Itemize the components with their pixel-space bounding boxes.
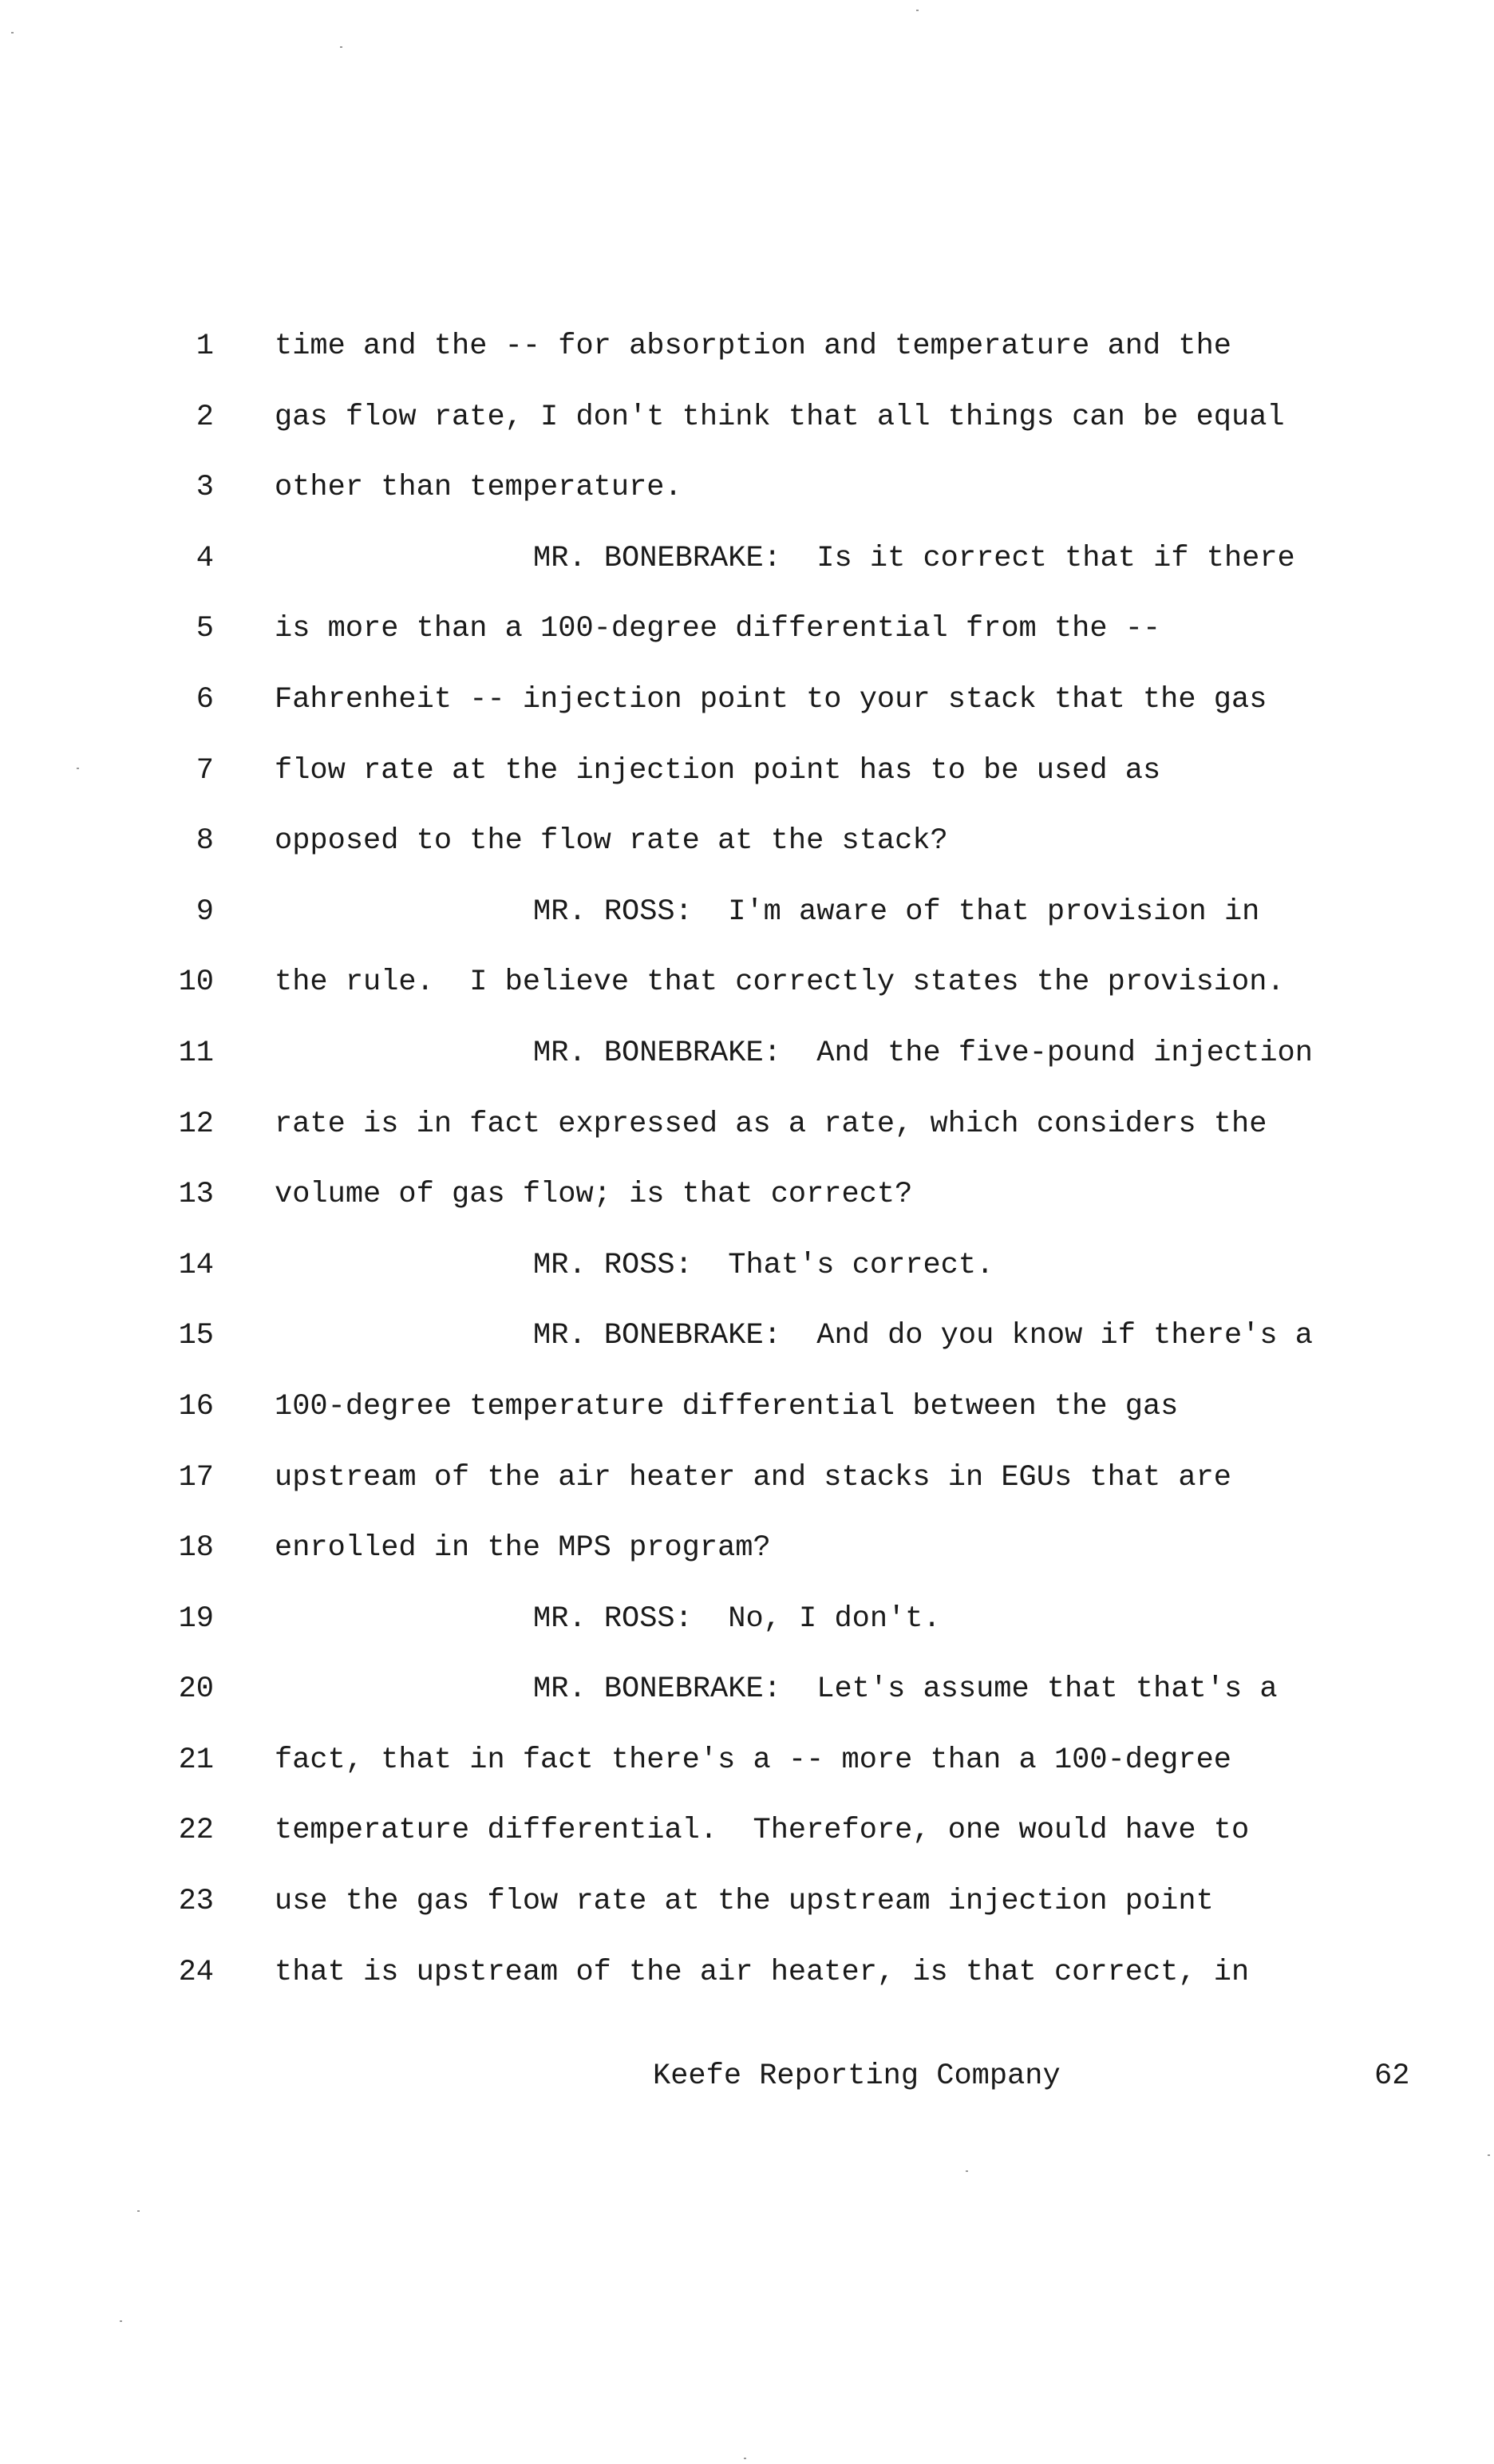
- line-text: that is upstream of the air heater, is that correct, in: [275, 1955, 1250, 1989]
- line-text: opposed to the flow rate at the stack?: [275, 824, 948, 859]
- line-text: Fahrenheit -- injection point to your stack that the gas: [275, 682, 1267, 717]
- line-number: 23: [178, 1885, 214, 1919]
- line-number: 2: [196, 400, 214, 434]
- transcript-line: [0, 676, 1494, 747]
- line-number: 1: [196, 330, 214, 363]
- transcript-line: [0, 1242, 1494, 1313]
- line-number: 3: [196, 471, 214, 505]
- scan-speck: [137, 2210, 140, 2212]
- page-number: 62: [1374, 2059, 1410, 2093]
- scan-speck: [340, 46, 342, 48]
- line-number: 11: [178, 1036, 214, 1070]
- transcript-line: [0, 1665, 1494, 1736]
- scan-speck: [916, 10, 919, 11]
- transcript-line: [0, 958, 1494, 1029]
- line-text: the rule. I believe that correctly states the provision.: [275, 965, 1285, 1000]
- transcript-line: [0, 1383, 1494, 1454]
- line-text: use the gas flow rate at the upstream injection point: [275, 1885, 1214, 1919]
- transcript-body: [0, 322, 1494, 2019]
- line-number: 16: [178, 1389, 214, 1424]
- line-text: MR. ROSS: No, I don't.: [533, 1601, 941, 1636]
- transcript-line: [0, 1454, 1494, 1525]
- line-number: 17: [178, 1460, 214, 1495]
- line-text: MR. BONEBRAKE: Is it correct that if there: [533, 541, 1295, 575]
- transcript-line: [0, 1949, 1494, 2020]
- transcript-line: [0, 1736, 1494, 1807]
- scan-speck: [1488, 2154, 1490, 2156]
- line-number: 22: [178, 1814, 214, 1848]
- line-number: 14: [178, 1248, 214, 1282]
- transcript-line: [0, 817, 1494, 888]
- line-number: 24: [178, 1955, 214, 1989]
- line-number: 19: [178, 1601, 214, 1636]
- line-number: 4: [196, 541, 214, 575]
- line-number: 21: [178, 1743, 214, 1777]
- line-number: 7: [196, 753, 214, 788]
- line-number: 9: [196, 894, 214, 929]
- scan-speck: [77, 768, 79, 769]
- line-number: 18: [178, 1531, 214, 1566]
- transcript-line: [0, 1312, 1494, 1383]
- line-number: 10: [178, 965, 214, 1000]
- transcript-line: [0, 1029, 1494, 1100]
- line-number: 6: [196, 682, 214, 717]
- line-text: is more than a 100-degree differential from the --: [275, 612, 1161, 646]
- transcript-line: [0, 1878, 1494, 1949]
- line-number: 5: [196, 612, 214, 646]
- transcript-line: [0, 1807, 1494, 1878]
- transcript-line: [0, 1595, 1494, 1666]
- scan-speck: [966, 2170, 968, 2172]
- line-text: MR. BONEBRAKE: And the five-pound injection: [533, 1036, 1313, 1070]
- reporter-company: Keefe Reporting Company: [653, 2059, 1061, 2093]
- line-number: 15: [178, 1319, 214, 1353]
- line-text: gas flow rate, I don't think that all things can be equal: [275, 400, 1285, 434]
- line-number: 12: [178, 1107, 214, 1141]
- line-text: rate is in fact expressed as a rate, which considers the: [275, 1107, 1267, 1141]
- line-text: other than temperature.: [275, 471, 682, 505]
- scan-speck: [744, 2458, 746, 2459]
- line-text: volume of gas flow; is that correct?: [275, 1178, 913, 1212]
- transcript-line: [0, 393, 1494, 464]
- transcript-line: [0, 747, 1494, 818]
- line-text: upstream of the air heater and stacks in EGUs that are: [275, 1460, 1231, 1495]
- line-text: MR. BONEBRAKE: Let's assume that that's a: [533, 1672, 1278, 1707]
- line-text: time and the -- for absorption and temperature and the: [275, 330, 1231, 363]
- scan-speck: [11, 32, 14, 34]
- line-text: temperature differential. Therefore, one would have to: [275, 1814, 1250, 1848]
- line-text: MR. BONEBRAKE: And do you know if there's a: [533, 1319, 1313, 1353]
- line-text: fact, that in fact there's a -- more than a 100-degree: [275, 1743, 1231, 1777]
- line-number: 13: [178, 1178, 214, 1212]
- line-number: 8: [196, 824, 214, 859]
- line-text: 100-degree temperature differential between the gas: [275, 1389, 1179, 1424]
- transcript-line: [0, 605, 1494, 676]
- transcript-line: [0, 888, 1494, 959]
- transcript-line: [0, 322, 1494, 393]
- transcript-line: [0, 1171, 1494, 1242]
- line-text: MR. ROSS: I'm aware of that provision in: [533, 894, 1260, 929]
- transcript-line: [0, 464, 1494, 535]
- line-text: flow rate at the injection point has to be used as: [275, 753, 1161, 788]
- transcript-line: [0, 535, 1494, 606]
- line-number: 20: [178, 1672, 214, 1707]
- transcript-line: [0, 1100, 1494, 1171]
- line-text: enrolled in the MPS program?: [275, 1531, 771, 1566]
- line-text: MR. ROSS: That's correct.: [533, 1248, 994, 1282]
- scan-speck: [120, 2320, 122, 2322]
- transcript-line: [0, 1524, 1494, 1595]
